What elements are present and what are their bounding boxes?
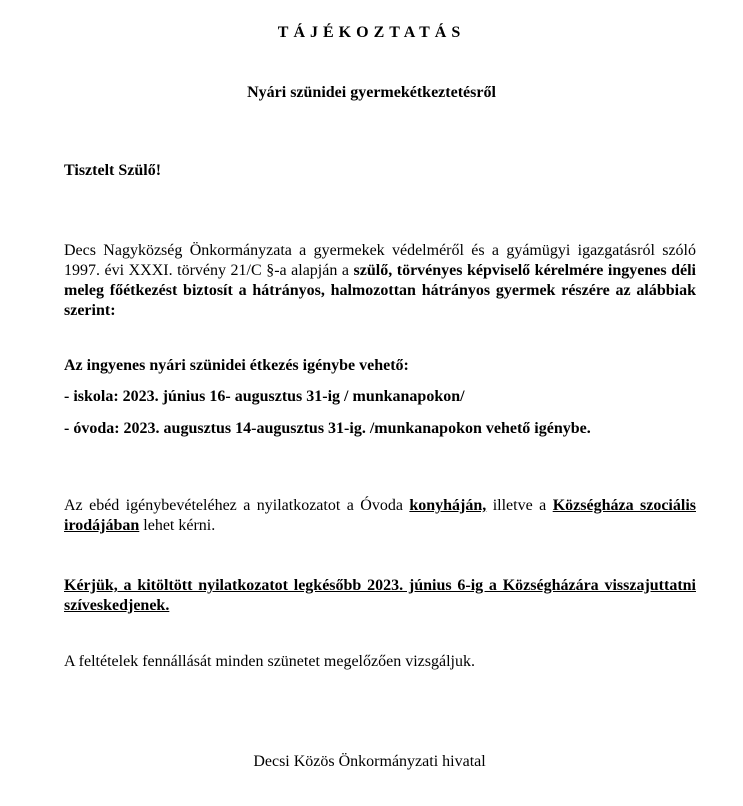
intro-paragraph	[64, 241, 696, 321]
school-dates: - iskola: 2023. június 16- augusztus 31-ig / munkanapokon/	[64, 388, 465, 405]
request-text-1: Az ebéd igénybevételéhez a nyilatkozatot a Óvoda	[64, 497, 410, 514]
intro-normal-text: Decs Nagyközség Önkormányzata a gyermekek védelméről és a gyámügyi igazgatásról szóló 1997. évi XXXI. törvény 21/C §-a alapján a	[64, 242, 696, 279]
request-text-3: lehet kérni.	[139, 517, 216, 534]
kitchen-location: konyháján,	[409, 497, 487, 514]
document-subtitle: Nyári szünidei gyermekétkeztetésről	[247, 84, 496, 101]
deadline-notice: Kérjük, a kitöltött nyilatkozatot legkésőbb 2023. június 6-ig a Községházára visszajuttatni szíveskedjenek.	[64, 577, 696, 614]
greeting: Tisztelt Szülő!	[64, 162, 162, 179]
kindergarten-dates: - óvoda: 2023. augusztus 14-augusztus 31-ig. /munkanapokon vehető igénybe.	[64, 420, 591, 437]
request-paragraph	[64, 496, 696, 536]
check-notice: A feltételek fennállását minden szünetet megelőzően vizsgáljuk.	[64, 653, 475, 670]
signature: Decsi Közös Önkormányzati hivatal	[253, 753, 486, 770]
request-text-2: illetve a	[486, 497, 553, 514]
intro-bold-text: szülő, törvényes képviselő kérelmére ingyenes déli meleg főétkezést biztosít a hátrányos, halmozottan hátrányos gyermek részére az alábbiak szerint:	[64, 262, 697, 319]
office-location: Községháza szociális irodájában	[64, 497, 696, 534]
availability-heading: Az ingyenes nyári szünidei étkezés igénybe vehető:	[64, 357, 409, 374]
document-title: TÁJÉKOZTATÁS	[277, 24, 466, 41]
